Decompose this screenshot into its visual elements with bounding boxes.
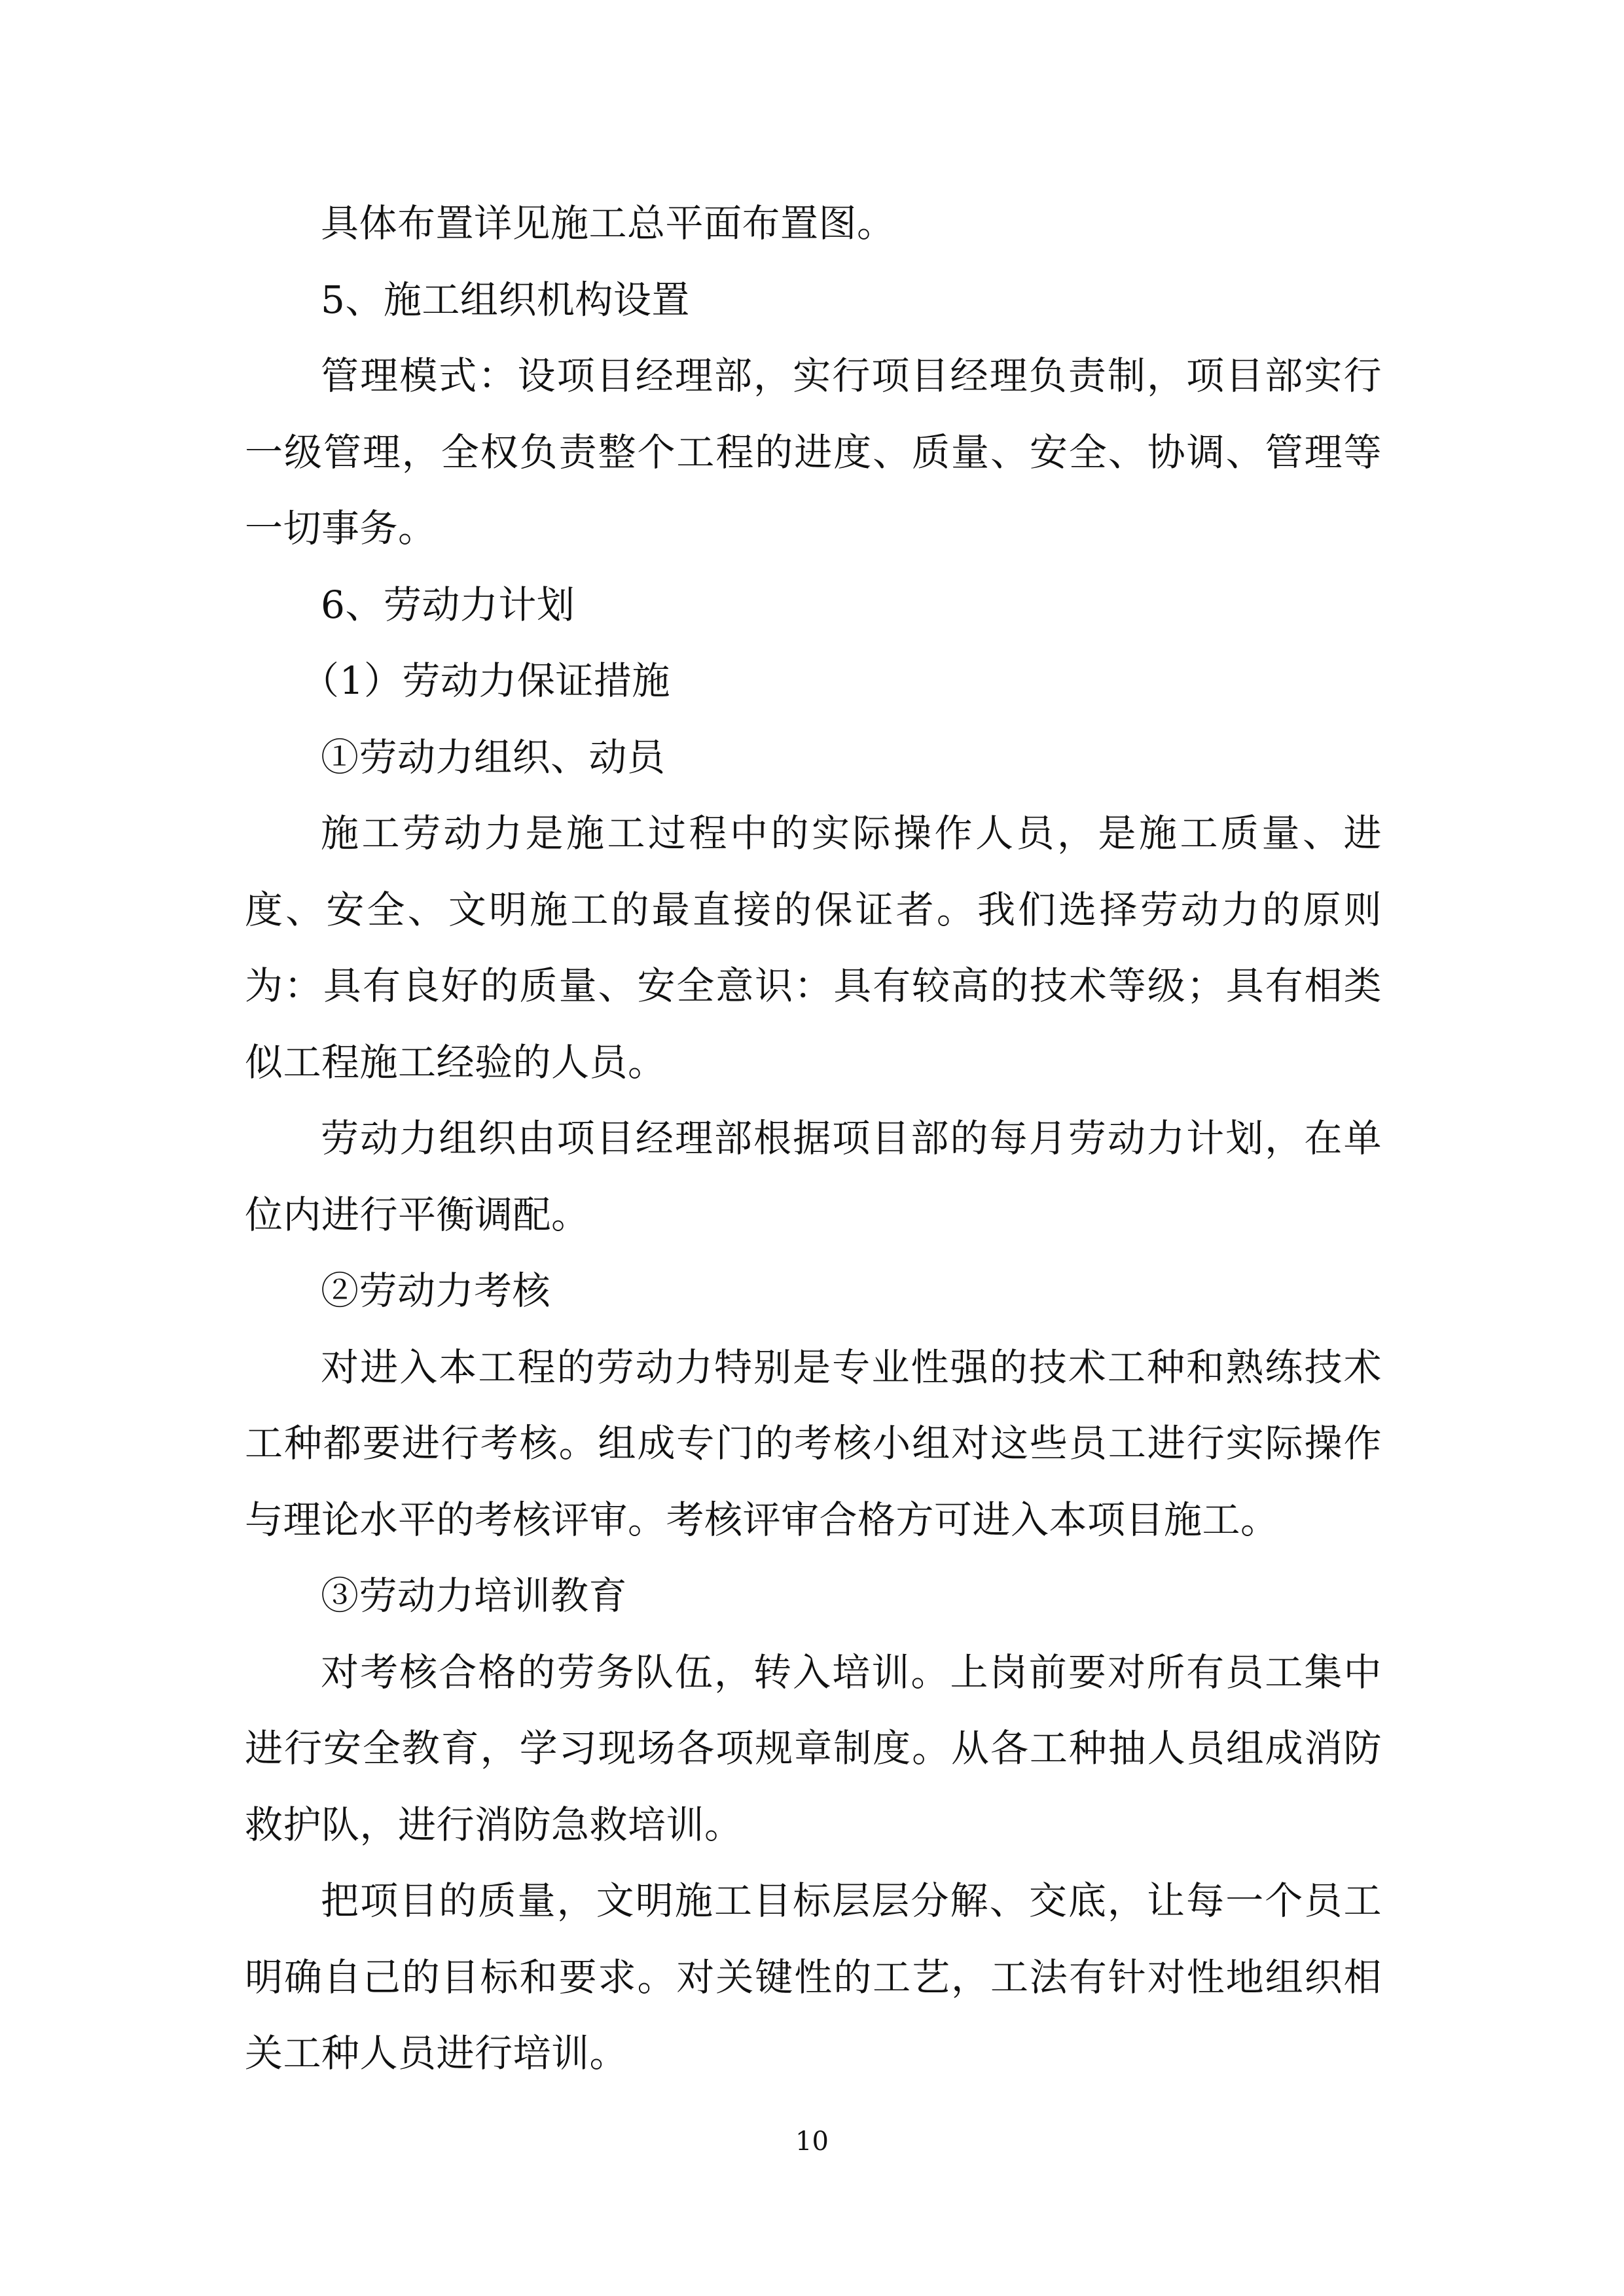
document-body <box>245 185 1382 2092</box>
subheading-labor-organization: ①劳动力组织、动员 <box>321 734 666 780</box>
paragraph-labor-allocation: 劳动力组织由项目经理部根据项目部的每月劳动力计划，在单位内进行平衡调配。 <box>245 1116 1382 1237</box>
paragraph-labor-selection: 施工劳动力是施工过程中的实际操作人员，是施工质量、进度、安全、文明施工的最直接的保证者。我们选择劳动力的原则为：具有良好的质量、安全意识：具有较高的技术等级；具有相类似工程施工经验的人员。 <box>245 811 1382 1085</box>
subheading-labor-assessment: ②劳动力考核 <box>321 1268 551 1313</box>
paragraph-goal-breakdown: 把项目的质量，文明施工目标层层分解、交底，让每一个员工明确自己的目标和要求。对关键性的工艺，工法有针对性地组织相关工种人员进行培训。 <box>245 1878 1382 2075</box>
subheading-labor-guarantee: （1）劳动力保证措施 <box>301 658 670 703</box>
heading-labor-plan: 6、劳动力计划 <box>321 582 575 627</box>
heading-organization-setup: 5、施工组织机构设置 <box>321 277 690 322</box>
paragraph-safety-training: 对考核合格的劳务队伍，转入培训。上岗前要对所有员工集中进行安全教育，学习现场各项规章制度。从各工种抽人员组成消防救护队，进行消防急救培训。 <box>245 1649 1382 1847</box>
paragraph-management-mode: 管理模式：设项目经理部，实行项目经理负责制，项目部实行一级管理，全权负责整个工程的进度、质量、安全、协调、管理等一切事务。 <box>245 353 1382 550</box>
subheading-labor-training: ③劳动力培训教育 <box>321 1573 628 1618</box>
page-number: 10 <box>795 2126 829 2157</box>
paragraph-labor-assessment: 对进入本工程的劳动力特别是专业性强的技术工种和熟练技术工种都要进行考核。组成专门的考核小组对这些员工进行实际操作与理论水平的考核评审。考核评审合格方可进入本项目施工。 <box>245 1344 1382 1542</box>
paragraph-layout-reference: 具体布置详见施工总平面布置图。 <box>321 201 895 245</box>
